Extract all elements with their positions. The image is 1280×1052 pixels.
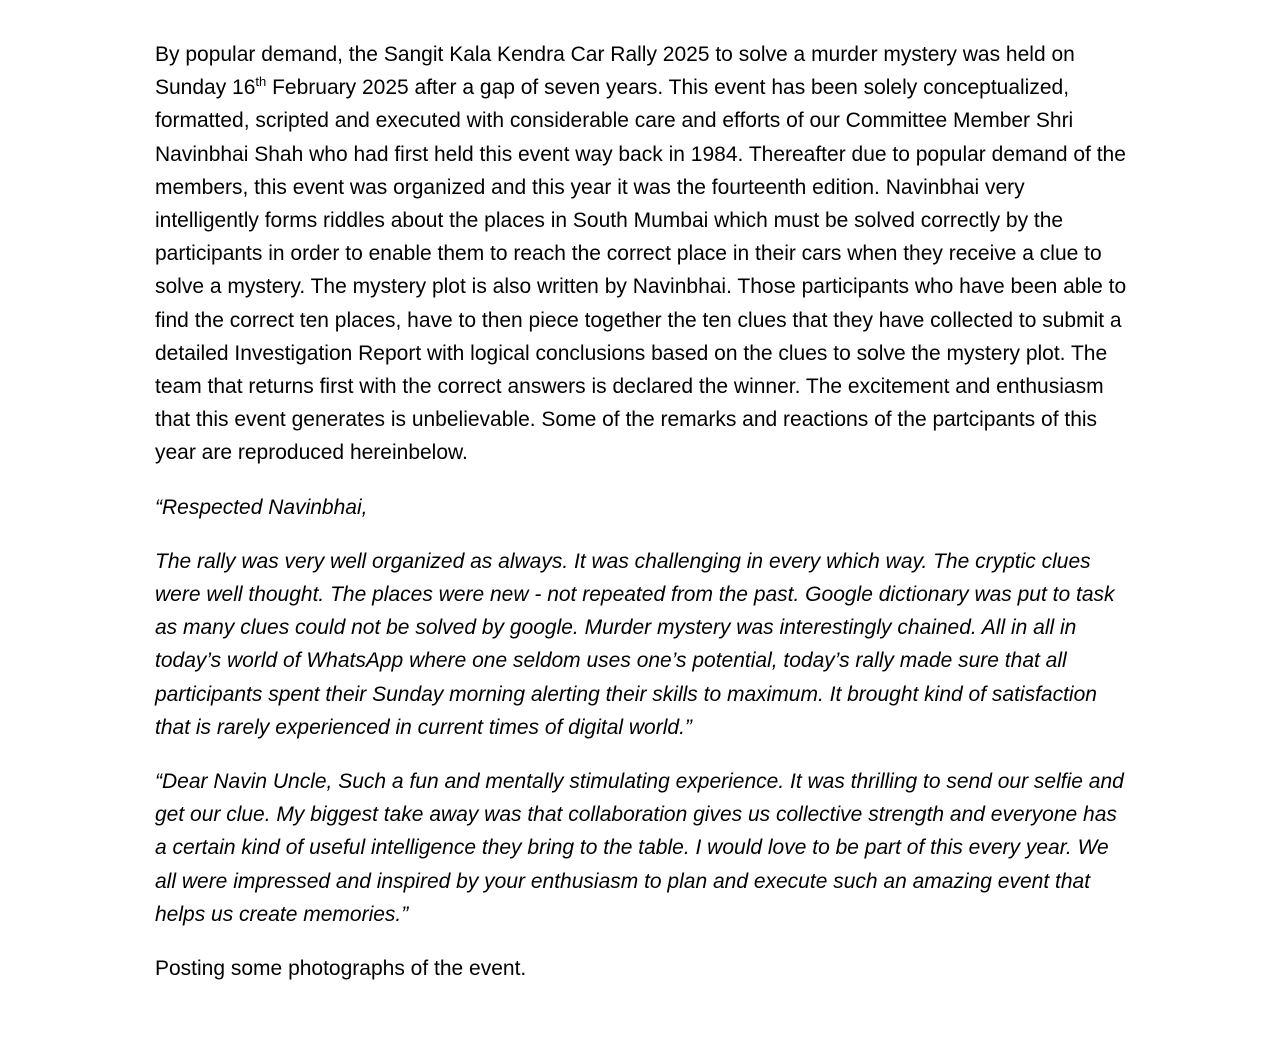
testimonial-quote-1: The rally was very well organized as always. It was challenging in every which way. The cryptic clues were well thought. The places were new - not repeated from the past. Google dictionary was put to task as many clues could not be solved by google. Murder mystery was interestingly chained. All in all in today’s world of WhatsApp where one seldom uses one’s potential, today’s rally made sure that all participants spent their Sunday morning alerting their skills to maximum. It brought kind of satisfaction that is rarely experienced in current times of digital world.” xyxy=(155,549,1115,739)
date-superscript: th xyxy=(255,74,267,90)
document-page xyxy=(155,38,1130,985)
testimonial-quote-2: “Dear Navin Uncle, Such a fun and mentally stimulating experience. It was thrilling to send our selfie and get our clue. My biggest take away was that collaboration gives us collective strength and everyone has a certain kind of useful intelligence they bring to the table. I would love to be part of this every year. We all were impressed and inspired by your enthusiasm to plan and execute such an amazing event that helps us create memories.” xyxy=(155,770,1124,926)
closing-line: Posting some photographs of the event. xyxy=(155,957,527,981)
intro-text-part1: By popular demand, the Sangit Kala Kendra Car Rally 2025 to solve a murder mystery was held on Sunday 16 xyxy=(155,43,1075,100)
intro-paragraph xyxy=(155,38,1130,470)
intro-text-part2: February 2025 after a gap of seven years. This event has been solely conceptualized, formatted, scripted and executed with considerable care and efforts of our Committee Member Shri Navinbhai Shah who had first held this event way back in 1984. Thereafter due to popular demand of the members, this event was organized and this year it was the fourteenth edition. Navinbhai very intelligently forms riddles about the places in South Mumbai which must be solved correctly by the participants in order to enable them to reach the correct place in their cars when they receive a clue to solve a mystery. The mystery plot is also written by Navinbhai. Those participants who have been able to find the correct ten places, have to then piece together the ten clues that they have collected to submit a detailed Investigation Report with logical conclusions based on the clues to solve the mystery plot. The team that returns first with the correct answers is declared the winner. The excitement and enthusiasm that this event generates is unbelievable. Some of the remarks and reactions of the partcipants of this year are reproduced hereinbelow. xyxy=(155,76,1127,465)
salutation: “Respected Navinbhai, xyxy=(155,495,368,519)
